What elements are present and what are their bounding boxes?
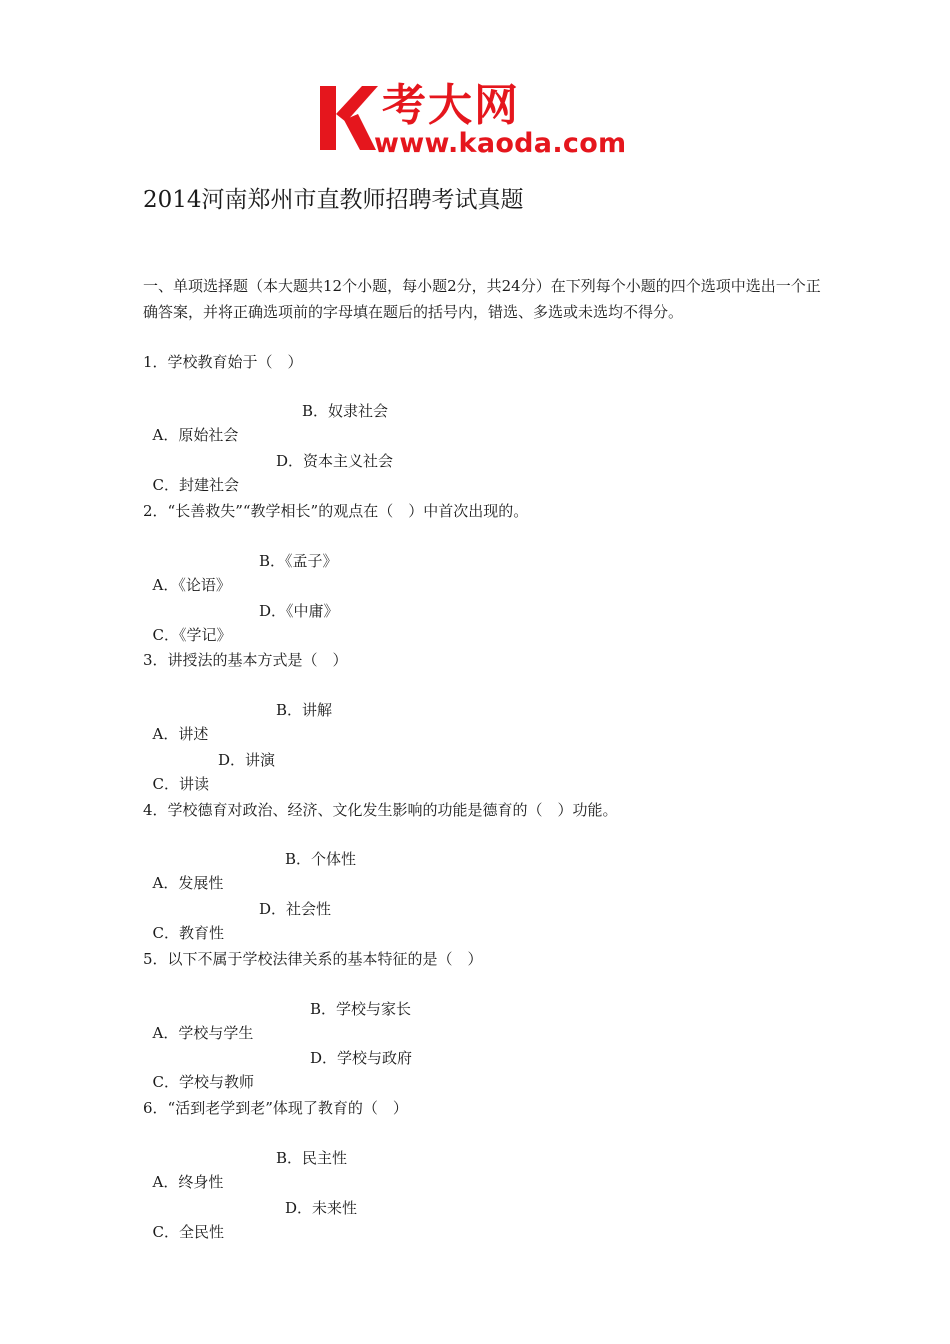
- option-d: D．学校与政府: [310, 1049, 413, 1067]
- option-a: A．《论语》: [152, 576, 231, 594]
- option-b: B．奴隶社会: [302, 402, 389, 420]
- question-stem: 4．学校德育对政治、经济、文化发生影响的功能是德育的（ ）功能。: [143, 801, 618, 819]
- option-d: D．未来性: [285, 1199, 358, 1217]
- option-b: B．个体性: [285, 850, 357, 868]
- option-b: B．民主性: [276, 1149, 348, 1167]
- option-d: D．讲演: [218, 751, 276, 769]
- option-d: D．社会性: [259, 900, 332, 918]
- question-stem: 2．“长善救失”“教学相长”的观点在（ ）中首次出现的。: [143, 502, 529, 520]
- kaoda-logo: [318, 80, 640, 162]
- option-c: C．封建社会: [152, 476, 240, 494]
- option-a: A．学校与学生: [152, 1024, 254, 1042]
- question-stem: 5．以下不属于学校法律关系的基本特征的是（ ）: [143, 950, 483, 968]
- option-b: B．讲解: [276, 701, 333, 719]
- option-a: A．原始社会: [152, 426, 239, 444]
- option-d: D．《中庸》: [259, 602, 339, 620]
- section-intro: 一、单项选择题（本大题共12个小题，每小题2分，共24分）在下列每个小题的四个选项中选出一个正确答案，并将正确选项前的字母填在题后的括号内，错选、多选或未选均不得分。: [143, 277, 821, 321]
- document-title: 2014河南郑州市直教师招聘考试真题: [143, 187, 524, 213]
- question-stem: 6．“活到老学到老”体现了教育的（ ）: [143, 1099, 408, 1117]
- option-c: C．全民性: [152, 1223, 225, 1241]
- logo-chinese-text: 考大网: [382, 80, 520, 131]
- option-c: C．学校与教师: [152, 1073, 255, 1091]
- option-c: C．《学记》: [152, 626, 232, 644]
- option-d: D．资本主义社会: [276, 452, 394, 470]
- option-b: B．《孟子》: [259, 552, 338, 570]
- options-row: [143, 1196, 358, 1268]
- kaoda-k-logo-icon: [318, 84, 380, 152]
- logo-url-text: www.kaoda.com: [374, 128, 627, 159]
- option-c: C．教育性: [152, 924, 225, 942]
- question-stem: 3．讲授法的基本方式是（ ）: [143, 651, 348, 669]
- option-b: B．学校与家长: [310, 1000, 412, 1018]
- option-a: A．终身性: [152, 1173, 224, 1191]
- option-a: A．讲述: [152, 725, 209, 743]
- option-a: A．发展性: [152, 874, 224, 892]
- option-c: C．讲读: [152, 775, 210, 793]
- question-stem: 1．学校教育始于（ ）: [143, 353, 303, 371]
